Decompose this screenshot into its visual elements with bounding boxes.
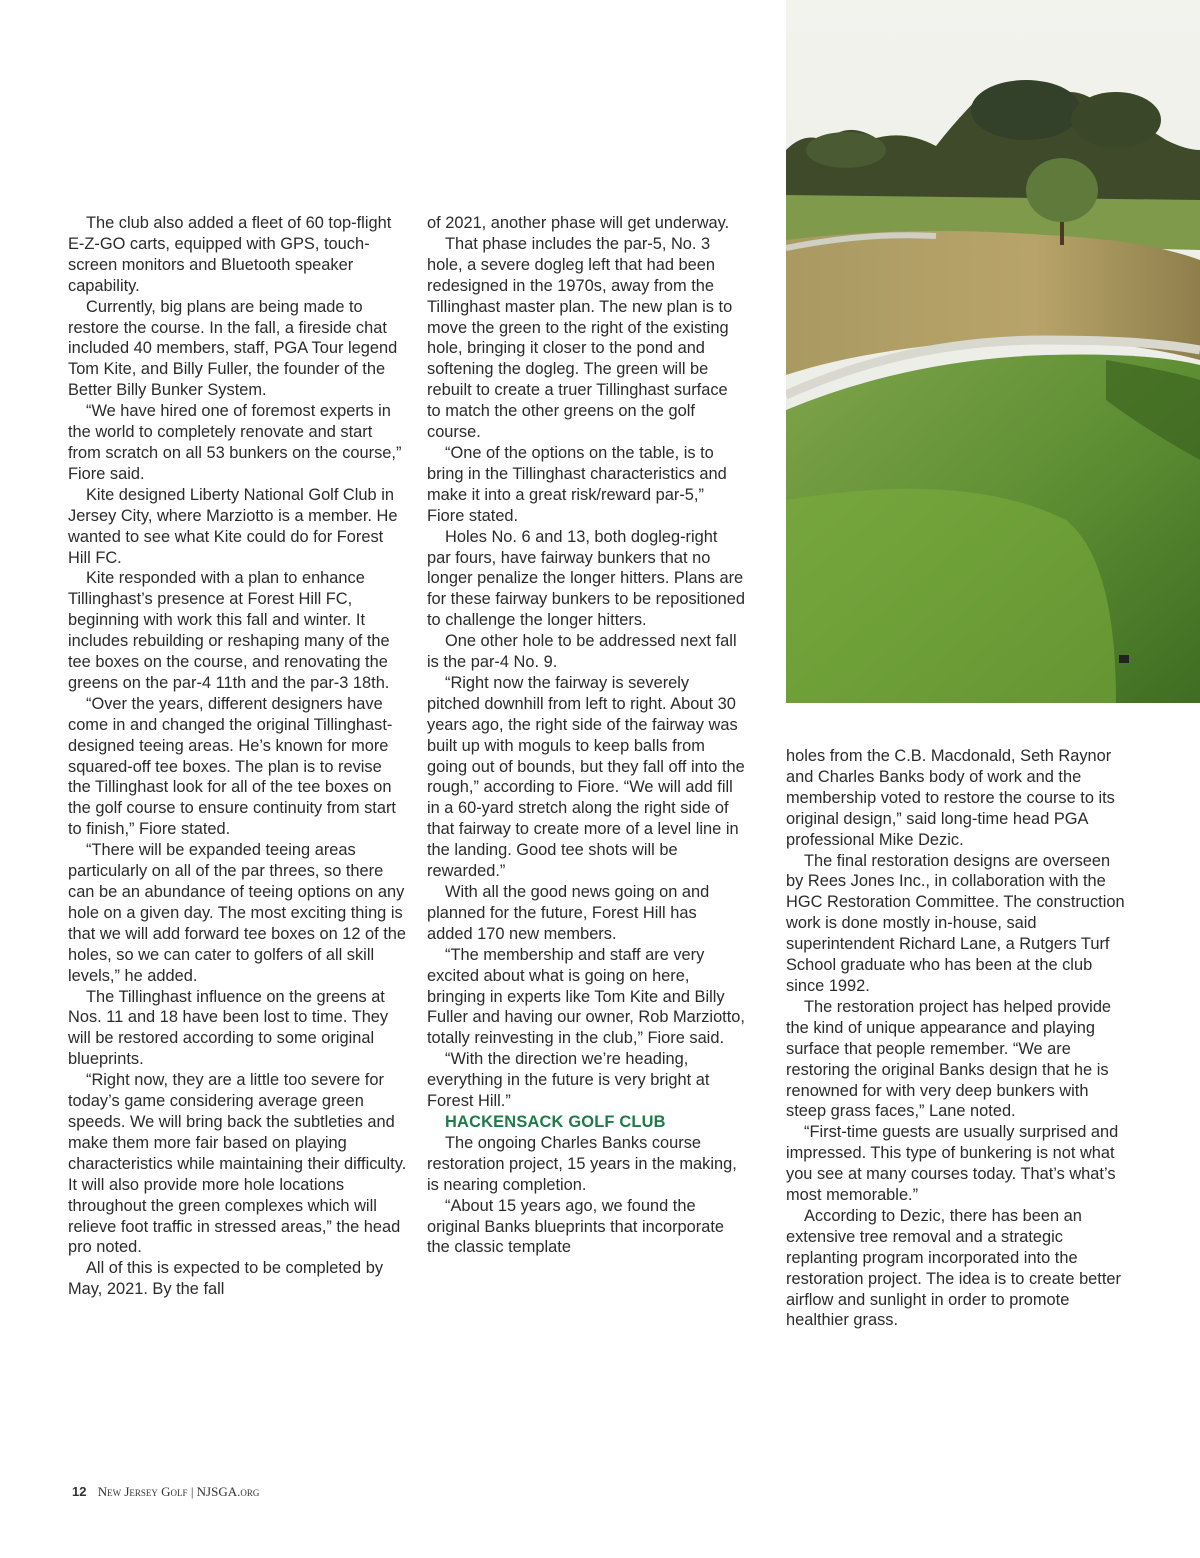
paragraph: According to Dezic, there has been an extensive tree removal and a strategic replanting program incorporated into the restoration project. The idea is to create better airflow and sunlight in order to promote healthier grass.	[786, 1206, 1121, 1330]
paragraph: The Tillinghast influence on the greens at Nos. 11 and 18 have been lost to time. They will be restored according to some original blueprints.	[68, 987, 389, 1069]
paragraph: One other hole to be addressed next fall is the par-4 No. 9.	[427, 632, 737, 672]
paragraph: That phase includes the par-5, No. 3 hole, a severe dogleg left that had been redesigned in the 1970s, away from the Tillinghast master plan. The new plan is to move the green to the right of the existing hole, bringing it closer to the pond and softening the dogleg. The green will be rebuilt to create a truer Tillinghast surface to match the other greens on the golf course.	[427, 234, 733, 442]
golf-course-photo	[786, 0, 1200, 703]
paragraph: “With the direction we’re heading, everything in the future is very bright at Forest Hill.”	[427, 1050, 710, 1111]
column-left	[68, 213, 408, 1300]
website-link[interactable]: NJSGA.org	[196, 1484, 260, 1499]
paragraph: The ongoing Charles Banks course restoration project, 15 years in the making, is nearing completion.	[427, 1133, 737, 1194]
paragraph: Currently, big plans are being made to restore the course. In the fall, a fireside chat included 40 members, staff, PGA Tour legend Tom Kite, and Billy Fuller, the founder of the Better Billy Bunker System.	[68, 297, 398, 400]
paragraph: “Right now, they are a little too severe for today’s game considering average green speeds. We will bring back the subtleties and make them more fair based on playing characteristics while maintaining their difficulty. It will also provide more hole locations throughout the green complexes which will relieve foot traffic in stressed areas,” the head pro noted.	[68, 1071, 407, 1257]
golf-course-illustration	[786, 0, 1200, 703]
paragraph: Kite designed Liberty National Golf Club in Jersey City, where Marziotto is a member. He wanted to see what Kite could do for Forest Hill FC.	[68, 485, 398, 567]
paragraph: “There will be expanded teeing areas particularly on all of the par threes, so there can be an abundance of teeing options on any hole on a given day. The most exciting thing is that we will add forward tee boxes on 12 of the holes, so we can cater to golfers of all skill levels,” he added.	[68, 841, 407, 985]
section-heading: HACKENSACK GOLF CLUB	[445, 1112, 666, 1131]
paragraph: holes from the C.B. Macdonald, Seth Raynor and Charles Banks body of work and the membership voted to restore the course to its original design,” said long-time head PGA professional Mike Dezic.	[786, 747, 1115, 849]
paragraph: With all the good news going on and planned for the future, Forest Hill has added 170 new members.	[427, 883, 710, 943]
paragraph: “First-time guests are usually surprised and impressed. This type of bunkering is not what you see at many courses today. That’s what’s most memorable.”	[786, 1123, 1119, 1205]
paragraph: The club also added a fleet of 60 top-flight E-Z-GO carts, equipped with GPS, touch-screen monitors and Bluetooth speaker capability.	[68, 214, 392, 295]
paragraph: “One of the options on the table, is to bring in the Tillinghast characteristics and make it into a great risk/reward par-5,” Fiore stated.	[427, 443, 727, 525]
page-number: 12	[72, 1484, 87, 1499]
paragraph: Kite responded with a plan to enhance Tillinghast’s presence at Forest Hill FC, beginning with work this fall and winter. It includes rebuilding or reshaping many of the tee boxes on the course, and renovating the greens on the par-4 11th and the par-3 18th.	[68, 569, 390, 692]
column-middle	[427, 213, 745, 1258]
paragraph: “About 15 years ago, we found the original Banks blueprints that incorporate the classic template	[427, 1196, 725, 1257]
paragraph: The restoration project has helped provide the kind of unique appearance and playing surface that people remember. “We are restoring the original Banks design that he is renowned for with very deep bunkers with steep grass faces,” Lane noted.	[786, 997, 1112, 1121]
paragraph: “Right now the fairway is severely pitched downhill from left to right. About 30 years ago, the right side of the fairway was built up with moguls to keep balls from going out of bounds, but they fall off into the rough,” according to Fiore. “We will add fill in a 60-yard stretch along the right side of that fairway to create more of a level line in the landing. Good tee shots will be rewarded.”	[427, 673, 745, 881]
paragraph: “We have hired one of foremost experts in the world to completely renovate and start from scratch on all 53 bunkers on the course,” Fiore said.	[68, 402, 402, 483]
paragraph: All of this is expected to be completed by May, 2021. By the fall	[68, 1259, 384, 1299]
paragraph: “The membership and staff are very excited about what is going on here, bringing in experts like Tom Kite and Billy Fuller and having our owner, Rob Marziotto, totally reinvesting in the club,” Fiore said.	[427, 945, 745, 1048]
column-right	[786, 746, 1126, 1331]
paragraph: The final restoration designs are overseen by Rees Jones Inc., in collaboration with the HGC Restoration Committee. The construction work is done mostly in-house, said superintendent Richard Lane, a Rutgers Turf School graduate who has been at the club since 1992.	[786, 851, 1125, 995]
magazine-title: New Jersey Golf	[97, 1484, 188, 1499]
page-footer	[72, 1484, 259, 1500]
paragraph: “Over the years, different designers have come in and changed the original Tillinghast-designed teeing areas. He’s known for more squared-off tee boxes. The plan is to revise the Tillinghast look for all of the tee boxes on the golf course to ensure continuity from start to finish,” Fiore stated.	[68, 694, 396, 839]
paragraph: Holes No. 6 and 13, both dogleg-right par fours, have fairway bunkers that no longer penalize the longer hitters. Plans are for these fairway bunkers to be repositioned to challenge the longer hitters.	[427, 527, 745, 630]
footer-separator: |	[190, 1484, 194, 1499]
paragraph: of 2021, another phase will get underway.	[427, 214, 730, 232]
